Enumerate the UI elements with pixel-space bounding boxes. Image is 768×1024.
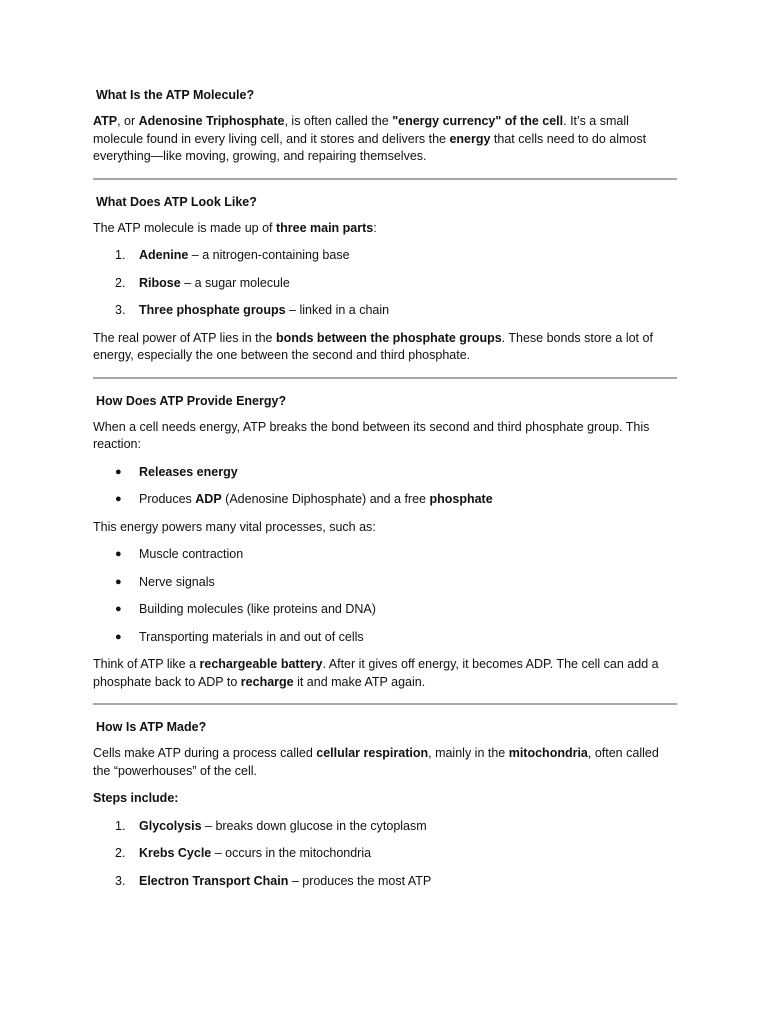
list-item (93, 302, 677, 320)
section-heading: What Is the ATP Molecule? (96, 88, 255, 102)
text-run: Think of ATP like a (93, 657, 200, 671)
paragraph: This energy powers many vital processes, such as: (93, 519, 376, 534)
list-number: 3. (115, 873, 126, 888)
bold-term: bonds between the phosphate groups (275, 330, 502, 345)
section-atp-energy (93, 392, 677, 692)
list-number: 2. (115, 275, 126, 290)
document-page (93, 86, 677, 900)
section-divider (93, 178, 677, 180)
text-run: , often called the “powerhouses” of the cell. (93, 746, 659, 778)
text-run: – breaks down glucose in the cytoplasm (201, 818, 427, 833)
text-run: The real power of ATP lies in the (93, 330, 276, 345)
bold-term: energy (449, 131, 491, 146)
numbered-list (93, 247, 677, 320)
bullet-icon: ● (115, 465, 122, 478)
bold-term: phosphate (429, 492, 493, 506)
bullet-icon: ● (115, 493, 122, 505)
section-heading: How Is ATP Made? (96, 720, 207, 734)
text-run: that cells need to do almost everything—like moving, growing, and repairing themselves. (93, 131, 647, 163)
numbered-list (93, 818, 677, 891)
section-divider (93, 377, 677, 379)
text-run: – linked in a chain (285, 303, 390, 317)
text-run: – a sugar molecule (180, 275, 290, 290)
bullet-list (93, 464, 677, 509)
text-run: : (373, 220, 377, 235)
section-divider (93, 703, 677, 705)
section-atp-structure (93, 193, 677, 365)
bold-term: three main parts (275, 220, 374, 235)
bold-term: recharge (240, 674, 294, 689)
paragraph: When a cell needs energy, ATP breaks the bond between its second and third phosphate group. This reaction: (93, 419, 650, 451)
list-item (93, 629, 677, 647)
paragraph (93, 330, 677, 365)
section-atp-production (93, 718, 677, 890)
paragraph (93, 220, 677, 238)
text-run: , is often called the (284, 114, 393, 128)
list-number: 1. (115, 818, 126, 833)
list-item (93, 601, 677, 619)
bold-term: "energy currency" of the cell (392, 114, 564, 128)
list-item (93, 546, 677, 564)
text-run: (Adenosine Diphosphate) and a free (221, 492, 430, 506)
bold-term: rechargeable battery (199, 657, 323, 671)
list-item (93, 845, 677, 863)
bullet-icon: ● (115, 630, 122, 643)
paragraph (93, 656, 677, 691)
list-item (93, 275, 677, 293)
bold-term: Adenosine Triphosphate (138, 114, 285, 128)
list-number: 2. (115, 846, 126, 860)
bold-term: cellular respiration (316, 746, 429, 760)
text-run: Cells make ATP during a process called (93, 746, 317, 760)
text-run: , or (117, 114, 139, 128)
text-run: Building molecules (like proteins and DNA) (139, 602, 376, 616)
section-atp-molecule (93, 86, 677, 166)
bold-term: Krebs Cycle (139, 846, 212, 860)
text-run: , mainly in the (428, 746, 509, 760)
text-run: The ATP molecule is made up of (93, 220, 276, 235)
bullet-list (93, 546, 677, 646)
bold-term: Adenine (139, 248, 189, 262)
list-item (93, 818, 677, 836)
bold-term: Releases energy (139, 464, 238, 479)
bold-term: mitochondria (508, 746, 588, 760)
text-run: Produces (139, 492, 196, 506)
list-item (93, 574, 677, 592)
list-item (93, 491, 677, 509)
bullet-icon: ● (115, 548, 122, 560)
bold-term: Glycolysis (139, 818, 202, 833)
bullet-icon: ● (115, 575, 122, 588)
text-run: . It’s a small molecule found in every living cell, and it stores and delivers the (93, 114, 629, 146)
text-run: it and make ATP again. (293, 674, 426, 689)
text-run: Transporting materials in and out of cells (139, 629, 364, 644)
bold-term: ADP (195, 492, 222, 506)
text-run: – a nitrogen-containing base (188, 248, 350, 262)
text-run: – occurs in the mitochondria (211, 846, 372, 860)
text-run: Muscle contraction (139, 547, 244, 561)
bold-term: ATP (93, 114, 118, 128)
bold-term: Steps include: (93, 791, 179, 805)
bold-term: Three phosphate groups (139, 303, 286, 317)
bullet-icon: ● (115, 603, 122, 615)
steps-label (93, 790, 677, 808)
text-run: . These bonds store a lot of energy, especially the one between the second and third phosphate. (93, 330, 653, 362)
text-run: . After it gives off energy, it becomes ADP. The cell can add a phosphate back to ADP to (93, 657, 659, 689)
paragraph (93, 745, 677, 780)
paragraph (93, 113, 677, 166)
text-run: Nerve signals (139, 574, 215, 589)
list-item (93, 873, 677, 891)
section-heading: How Does ATP Provide Energy? (96, 393, 287, 408)
list-number: 1. (115, 248, 126, 262)
text-run: – produces the most ATP (288, 873, 432, 888)
list-number: 3. (115, 303, 126, 317)
list-item (93, 464, 677, 482)
bold-term: Electron Transport Chain (139, 873, 289, 888)
section-heading: What Does ATP Look Like? (96, 194, 257, 209)
bold-term: Ribose (139, 275, 181, 290)
list-item (93, 247, 677, 265)
